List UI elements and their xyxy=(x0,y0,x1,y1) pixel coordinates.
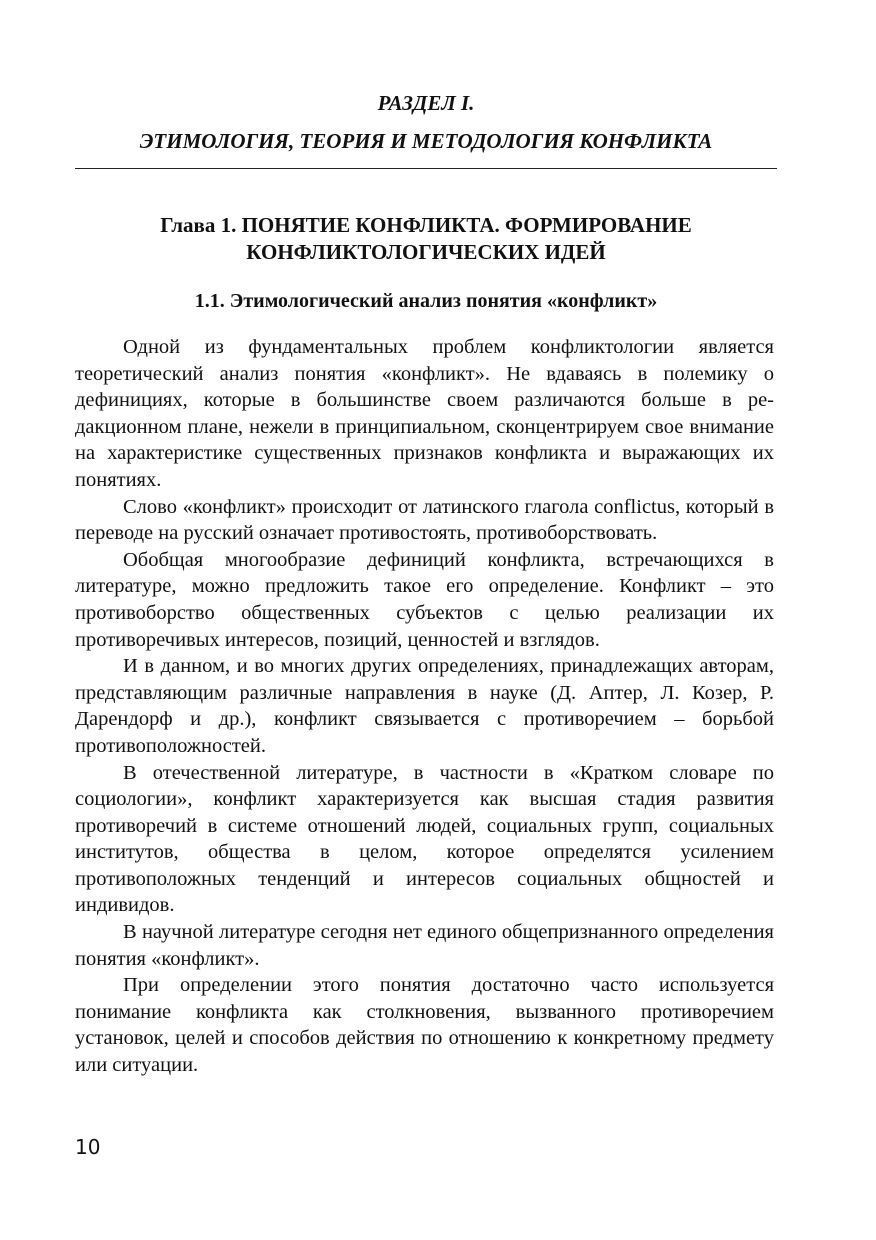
body-text xyxy=(75,334,774,1079)
paragraph: Обобщая многообразие дефиниций конфликта, встречающихся в литературе, можно предложить такое его определение. Конфликт – это противоборство общественных субъектов с целью реализации их противоречивых интересов, позиций, ценностей и взглядов. xyxy=(75,548,774,651)
paragraph: Слово «конфликт» происходит от латинского глагола conflictus, который в переводе на русский означает противостоять, противоборствовать. xyxy=(75,495,774,545)
section-header xyxy=(75,84,777,160)
paragraph: Одной из фундаментальных проблем конфликтологии является теоретический анализ понятия «конфликт». Не вдаваясь в полемику о дефинициях, которые в большинстве своем различаются больше в редакционном плане, нежели в принципиальном, сконцентрируем свое внимание на характеристике существенных признаков конфликта и выражающих их понятиях. xyxy=(75,336,774,491)
paragraph: И в данном, и во многих других определениях, принадлежащих авторам, представляющим различные направления в науке (Д. Аптер, Л. Козер, Р. Дарендорф и др.), конфликт связывается с противоречием – борьбой противоположностей. xyxy=(75,655,774,757)
header-divider xyxy=(75,168,777,169)
chapter-title-line-2: КОНФЛИКТОЛОГИЧЕСКИХ ИДЕЙ xyxy=(246,240,606,264)
page-number: 10 xyxy=(75,1135,101,1159)
chapter-title-line-1: Глава 1. ПОНЯТИЕ КОНФЛИКТА. ФОРМИРОВАНИЕ xyxy=(160,213,692,237)
section-title: ЭТИМОЛОГИЯ, ТЕОРИЯ И МЕТОДОЛОГИЯ КОНФЛИКТА xyxy=(139,129,713,153)
chapter-title xyxy=(75,212,777,266)
subsection-title: 1.1. Этимологический анализ понятия «конфликт» xyxy=(194,290,658,312)
paragraph: В отечественной литературе, в частности в «Кратком словаре по социологии», конфликт характеризуется как высшая стадия развития противоречий в системе отношений людей, социальных групп, социальных институтов, общества в целом, которое определятся усилением противоположных тенденций и интересов социальных общностей и индивидов. xyxy=(75,761,774,917)
paragraph: При определении этого понятия достаточно часто используется понимание конфликта как столкновения, вызванного противоречием установок, целей и способов действия по отношению к конкретному предмету или ситуации. xyxy=(75,974,774,1077)
section-label: РАЗДЕЛ I. xyxy=(377,91,475,115)
paragraph: В научной литературе сегодня нет единого общепризнанного определения понятия «конфликт». xyxy=(75,921,774,970)
